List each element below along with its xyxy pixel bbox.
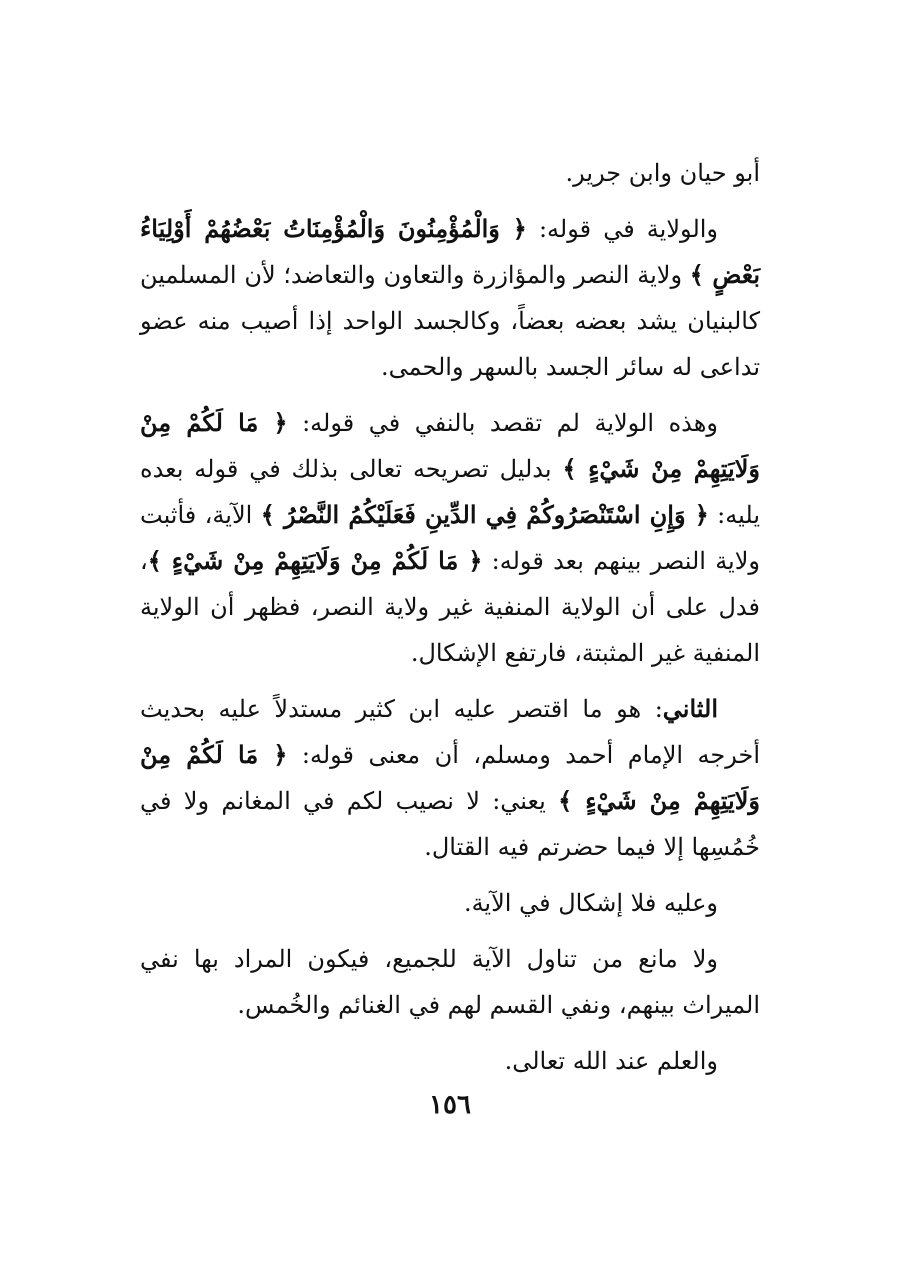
p7-text: والعلم عند الله تعالى.: [504, 1047, 718, 1075]
p1-text: أبو حيان وابن جرير.: [565, 159, 760, 187]
page-number: ١٥٦: [429, 1090, 471, 1120]
paragraph-7: [140, 1038, 760, 1084]
p2-text-a: والولاية في قوله:: [526, 215, 719, 243]
p6-text: ولا مانع من تناول الآية للجميع، فيكون المراد بها نفي الميراث بينهم، ونفي القسم لهم في الغنائم والخُمس.: [140, 945, 760, 1019]
paragraph-6: [140, 936, 760, 1028]
paragraph-2: [140, 206, 760, 390]
paragraph-1: [140, 150, 760, 196]
p4-text-a: : هو ما اقتصر عليه ابن كثير مستدلاً عليه بحديث أخرجه الإمام أحمد ومسلم، أن معنى قوله:: [140, 695, 760, 769]
p4-label: الثاني: [662, 694, 719, 723]
p2-text-b: ولاية النصر والمؤازرة والتعاون والتعاضد؛ لأن المسلمين كالبنيان يشد بعضه بعضاً، وكالجسد الواحد إذا أصيب منه عضو تداعى له سائر الجسد بالسهر والحمى.: [140, 261, 760, 381]
paragraph-4: [140, 686, 760, 870]
paragraph-3: [140, 400, 760, 676]
p3-text-c: الآية، فأثبت ولاية النصر بينهم بعد قوله:: [140, 501, 761, 575]
p4-text-b: يعني: لا نصيب لكم في المغانم ولا في خُمُسِها إلا فيما حضرتم فيه القتال.: [140, 787, 760, 861]
quran-quote: ﴿ وَإِنِ اسْتَنْصَرُوكُمْ فِي الدِّينِ فَعَلَيْكُمُ النَّصْرُ ﴾: [260, 500, 709, 529]
p3-text-d: ، فدل على أن الولاية المنفية غير ولاية النصر، فظهر أن الولاية المنفية غير المثبتة، فارتفع الإشكال.: [140, 547, 760, 667]
paragraph-5: [140, 880, 760, 926]
page-body: [140, 150, 760, 1094]
quran-quote: ﴿ مَا لَكُمْ مِنْ وَلَايَتِهِمْ مِنْ شَيْءٍ ﴾: [140, 740, 760, 815]
p3-text-b: بدليل تصريحه تعالى بذلك في قوله بعده يليه:: [140, 455, 760, 529]
p3-text-a: وهذه الولاية لم تقصد بالنفي في قوله:: [287, 409, 718, 437]
p5-text: وعليه فلا إشكال في الآية.: [463, 889, 718, 917]
quran-quote: ﴿ مَا لَكُمْ مِنْ وَلَايَتِهِمْ مِنْ شَيْءٍ ﴾: [147, 546, 483, 575]
quran-quote: ﴿ وَالْمُؤْمِنُونَ وَالْمُؤْمِنَاتُ بَعْضُهُمْ أَوْلِيَاءُ بَعْضٍ ﴾: [140, 214, 761, 289]
quran-quote: ﴿ مَا لَكُمْ مِنْ وَلَايَتِهِمْ مِنْ شَيْءٍ ﴾: [140, 408, 761, 483]
